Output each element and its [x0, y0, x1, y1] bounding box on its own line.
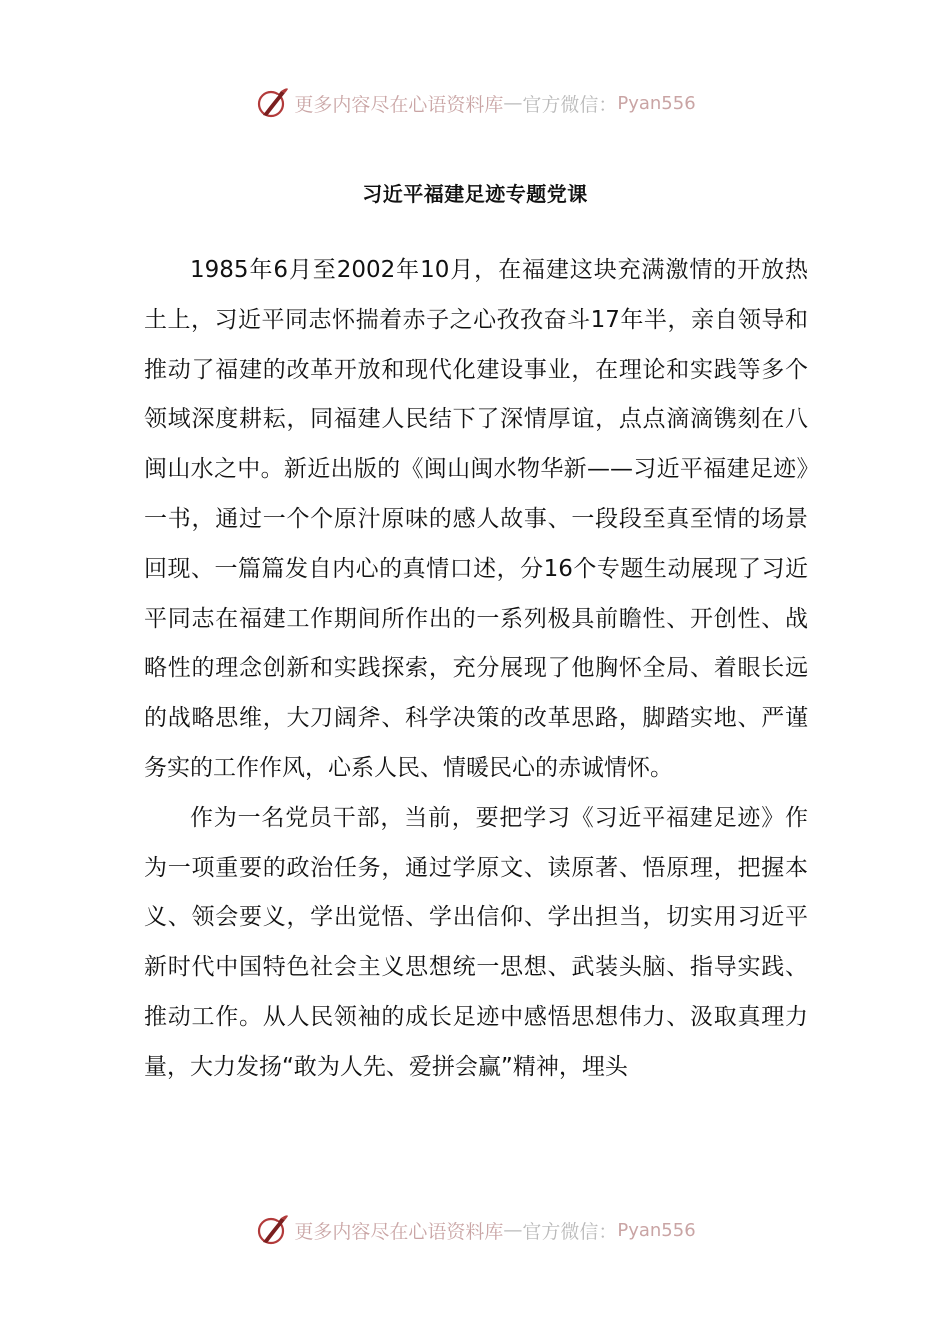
quill-pen-icon [254, 1212, 290, 1248]
header-banner [0, 83, 950, 123]
banner-contact-id: Pyan556 [617, 1219, 696, 1241]
document-body [144, 246, 808, 1093]
footer-banner [0, 1210, 950, 1250]
paragraph: 作为一名党员干部，当前，要把学习《习近平福建足迹》作为一项重要的政治任务，通过学原文、读原著、悟原理，把握本义、领会要义，学出觉悟、学出信仰、学出担当，切实用习近平新时代中国特色社会主义思想统一思想、武装头脑、指导实践、推动工作。从人民领袖的成长足迹中感悟思想伟力、汲取真理力量，大力发扬“敢为人先、爱拼会赢”精神，埋头 [144, 804, 808, 1080]
paragraph: 1985年6月至2002年10月，在福建这块充满激情的开放热土上，习近平同志怀揣着赤子之心孜孜奋斗17年半，亲自领导和推动了福建的改革开放和现代化建设事业，在理论和实践等多个领域深度耕耘，同福建人民结下了深情厚谊，点点滴滴镌刻在八闽山水之中。新近出版的《闽山闽水物华新——习近平福建足迹》一书，通过一个个原汁原味的感人故事、一段段至真至情的场景回现、一篇篇发自内心的真情口述，分16个专题生动展现了习近平同志在福建工作期间所作出的一系列极具前瞻性、开创性、战略性的理念创新和实践探索，充分展现了他胸怀全局、着眼长远的战略思维，大刀阔斧、科学决策的改革思路，脚踏实地、严谨务实的工作作风，心系人民、情暖民心的赤诚情怀。 [144, 257, 808, 781]
banner-contact-id: Pyan556 [617, 92, 696, 114]
banner-contact-label: 官方微信： [522, 1220, 618, 1243]
banner-text: 更多内容尽在心语资料库 [294, 1220, 504, 1243]
banner-separator: — [503, 92, 523, 114]
banner-separator: — [503, 1219, 523, 1241]
quill-pen-icon [254, 85, 290, 121]
document-title: 习近平福建足迹专题党课 [362, 182, 588, 206]
banner-text: 更多内容尽在心语资料库 [294, 93, 504, 116]
banner-contact-label: 官方微信： [522, 93, 618, 116]
